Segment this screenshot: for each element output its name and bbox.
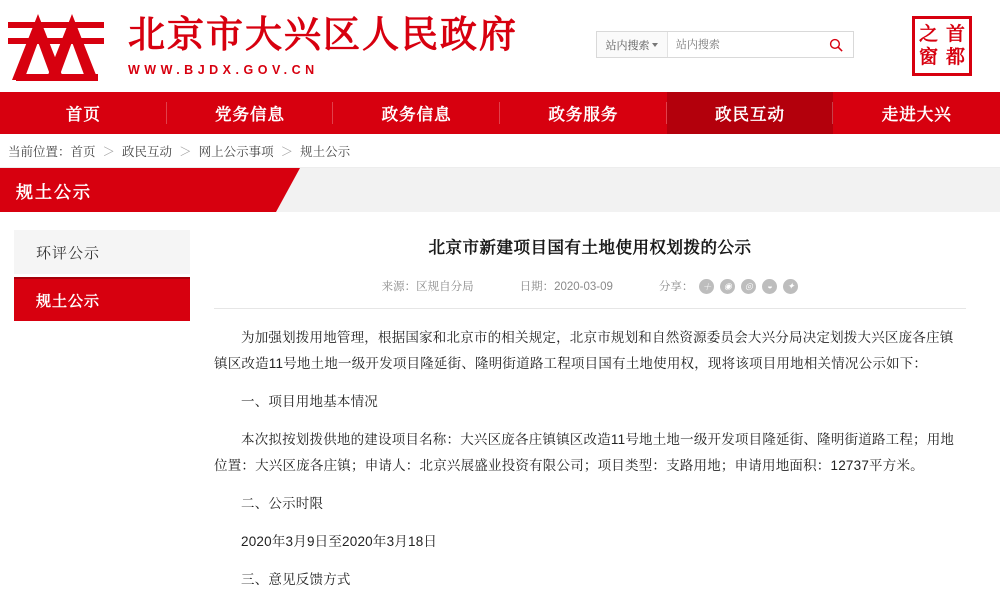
search-scope-select[interactable] <box>597 32 668 57</box>
qzone-share-icon[interactable]: ◒ <box>762 279 777 294</box>
nav-item-public-interaction[interactable]: 政民互动 <box>667 92 834 134</box>
article-date <box>520 278 613 294</box>
article-title: 北京市新建项目国有土地使用权划拨的公示 <box>428 239 752 257</box>
article-body <box>214 309 966 593</box>
share-group <box>659 278 799 294</box>
site-title-block <box>128 15 518 77</box>
article-source-value: 区规自分局 <box>416 281 474 293</box>
breadcrumb <box>0 134 1000 168</box>
breadcrumb-item-home[interactable]: 首页 <box>70 144 96 159</box>
search-input[interactable] <box>668 38 820 52</box>
site-url: WWW.BJDX.GOV.CN <box>128 62 319 77</box>
search-icon <box>829 38 843 52</box>
seal-char-2: 窗 <box>918 46 938 68</box>
article-paragraph: 一、项目用地基本情况 <box>241 394 378 409</box>
search-button[interactable] <box>820 32 853 57</box>
article-paragraph: 三、意见反馈方式 <box>241 572 351 587</box>
content-area <box>0 212 1000 605</box>
sidebar-item-land-planning-notice[interactable]: 规土公示 <box>14 277 190 321</box>
section-title: 规土公示 <box>16 182 92 202</box>
nav-item-home[interactable]: 首页 <box>0 92 167 134</box>
breadcrumb-item-land-planning-notice[interactable]: 规土公示 <box>300 144 351 159</box>
share-label: 分享： <box>658 281 694 293</box>
seal-char-3: 都 <box>945 46 965 68</box>
qq-share-icon[interactable]: ＋ <box>699 279 714 294</box>
section-title-bar <box>0 168 1000 212</box>
search-bar[interactable] <box>596 31 854 58</box>
government-logo-icon[interactable] <box>6 8 124 84</box>
chevron-down-icon <box>652 43 658 47</box>
article-meta <box>214 278 966 309</box>
article-date-value: 2020-03-09 <box>554 281 613 293</box>
article-source <box>382 278 474 294</box>
article-paragraph: 为加强划拨用地管理，根据国家和北京市的相关规定，北京市规划和自然资源委员会大兴分局决定划拨大兴区庞各庄镇镇区改造11号地土地一级开发项目隆延街、隆明街道路工程项目国有土地使用权，现将该项目用地相关情况公示如下： <box>214 330 954 371</box>
breadcrumb-separator: ＞ <box>102 144 116 159</box>
nav-item-government-info[interactable]: 政务信息 <box>333 92 500 134</box>
sidebar <box>0 230 190 605</box>
article-paragraph: 2020年3月9日至2020年3月18日 <box>241 534 438 549</box>
nav-item-about-daxing[interactable]: 走进大兴 <box>881 106 952 124</box>
article <box>190 230 1000 605</box>
seal-char-0: 之 <box>918 23 938 45</box>
breadcrumb-item-online-notices[interactable]: 网上公示事项 <box>198 144 274 159</box>
site-header <box>0 0 1000 92</box>
wechat-share-icon[interactable]: ◉ <box>720 279 735 294</box>
breadcrumb-separator: ＞ <box>280 144 294 159</box>
article-date-label: 日期： <box>519 281 555 293</box>
breadcrumb-item-public-interaction[interactable]: 政民互动 <box>122 144 173 159</box>
capital-window-seal[interactable] <box>912 16 972 76</box>
nav-item-government-services[interactable]: 政务服务 <box>500 92 667 134</box>
breadcrumb-prefix: 当前位置： <box>8 144 71 159</box>
breadcrumb-separator: ＞ <box>179 144 192 159</box>
article-paragraph: 二、公示时限 <box>241 496 324 511</box>
sidebar-item-environmental-notice[interactable]: 环评公示 <box>14 230 190 274</box>
article-source-label: 来源： <box>381 281 417 293</box>
main-navigation <box>0 92 1000 134</box>
article-paragraph: 本次拟按划拨供地的建设项目名称：大兴区庞各庄镇镇区改造11号地土地一级开发项目隆延街、隆明街道路工程；用地位置：大兴区庞各庄镇；申请人：北京兴展盛业投资有限公司；项目类型：支路用地；申请用地面积：12737平方米。 <box>214 432 955 473</box>
nav-item-party-affairs[interactable]: 党务信息 <box>167 92 334 134</box>
seal-char-1: 首 <box>945 23 965 45</box>
site-title: 北京市大兴区人民政府 <box>128 13 518 57</box>
search-scope-label: 站内搜索 <box>605 39 650 52</box>
more-share-icon[interactable]: ✦ <box>783 279 798 294</box>
weibo-share-icon[interactable]: ◎ <box>741 279 756 294</box>
